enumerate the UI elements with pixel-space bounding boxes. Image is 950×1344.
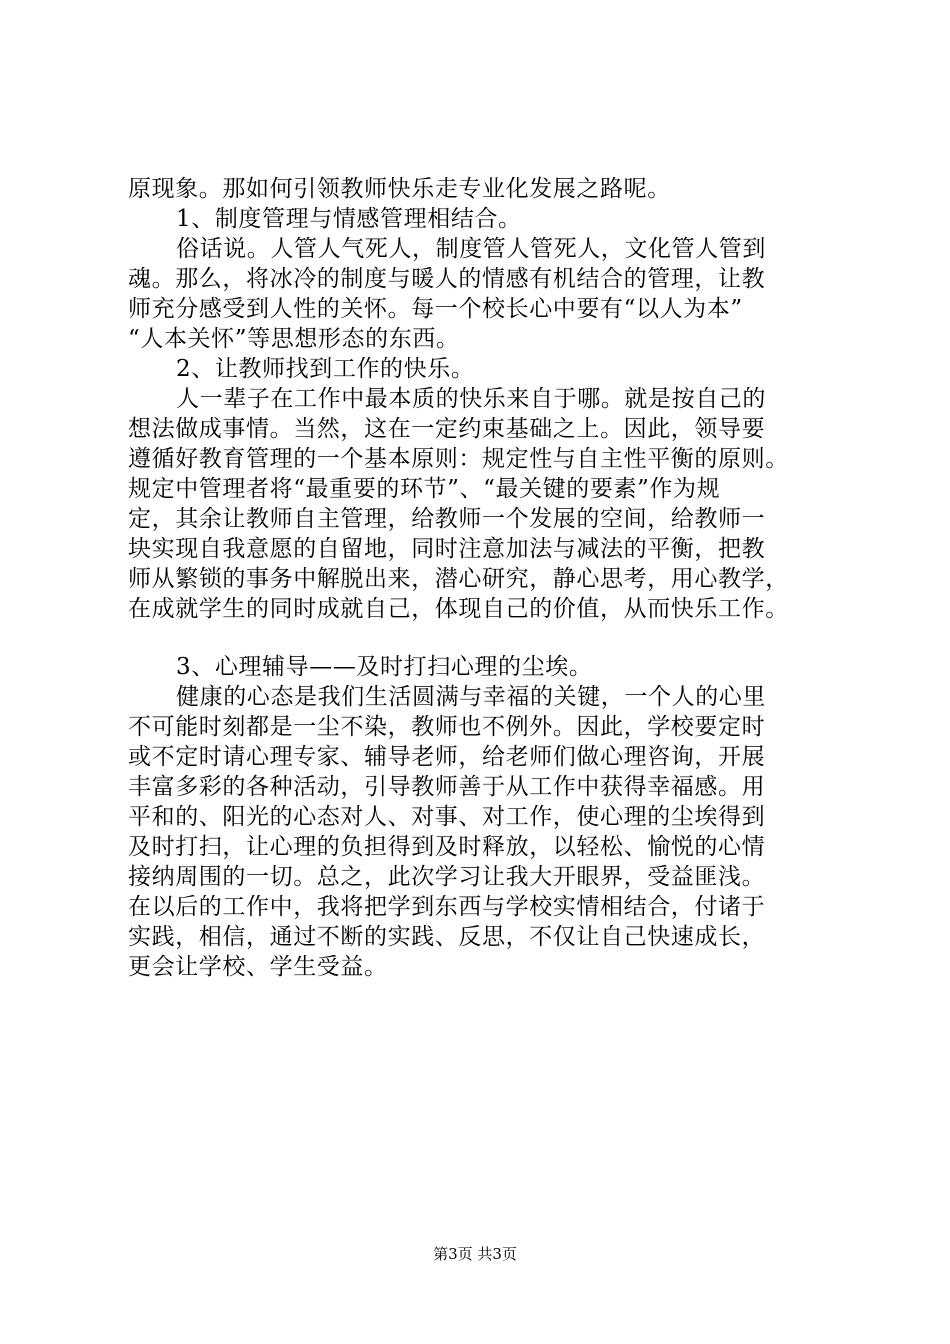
paragraph-gap	[128, 624, 848, 652]
paragraph-line: 魂。那么，将冰冷的制度与暖人的情感有机结合的管理，让教	[128, 266, 766, 292]
paragraph-line: 健康的心态是我们生活圆满与幸福的关键，一个人的心里	[176, 684, 766, 710]
paragraph-line: 或不定时请心理专家、辅导老师，给老师们做心理咨询，开展	[128, 744, 766, 770]
paragraph-line: 不可能时刻都是一尘不染，教师也不例外。因此，学校要定时	[128, 714, 766, 740]
section-heading-2: 2、让教师找到工作的快乐。	[176, 356, 475, 382]
paragraph-line: 人一辈子在工作中最本质的快乐来自于哪。就是按自己的	[176, 386, 766, 412]
paragraph-line: 遵循好教育管理的一个基本原则：规定性与自主性平衡的原则。	[128, 446, 789, 472]
paragraph-line: 定，其余让教师自主管理，给教师一个发展的空间，给教师一	[128, 506, 766, 532]
page-footer: 第3页 共3页	[433, 1245, 517, 1263]
paragraph-line: “人本关怀”等思想形态的东西。	[128, 326, 460, 352]
paragraph-line: 实践，相信，通过不断的实践、反思，不仅让自己快速成长，	[128, 924, 766, 950]
paragraph-line: 接纳周围的一切。总之，此次学习让我大开眼界，受益匪浅。	[128, 864, 766, 890]
paragraph-line: 俗话说。人管人气死人，制度管人管死人，文化管人管到	[176, 236, 766, 262]
paragraph-line: 师从繁锁的事务中解脱出来，潜心研究，静心思考，用心教学，	[128, 566, 789, 592]
document-body	[128, 174, 848, 982]
text-line: 原现象。那如何引领教师快乐走专业化发展之路呢。	[128, 176, 671, 202]
paragraph-line: 在成就学生的同时成就自己，体现自己的价值，从而快乐工作。	[128, 596, 789, 622]
section-heading-3: 3、心理辅导——及时打扫心理的尘埃。	[176, 654, 593, 680]
paragraph-line: 平和的、阳光的心态对人、对事、对工作，使心理的尘埃得到	[128, 804, 766, 830]
paragraph-line: 更会让学校、学生受益。	[128, 954, 388, 980]
paragraph-line: 在以后的工作中，我将把学到东西与学校实情相结合，付诸于	[128, 894, 766, 920]
section-heading-1: 1、制度管理与情感管理相结合。	[176, 206, 522, 232]
paragraph-line: 规定中管理者将“最重要的环节”、“最关键的要素”作为规	[128, 476, 721, 502]
paragraph-line: 及时打扫，让心理的负担得到及时释放，以轻松、愉悦的心情	[128, 834, 766, 860]
paragraph-line: 块实现自我意愿的自留地，同时注意加法与减法的平衡，把教	[128, 536, 766, 562]
paragraph-line: 丰富多彩的各种活动，引导教师善于从工作中获得幸福感。用	[128, 774, 766, 800]
paragraph-line: 想法做成事情。当然，这在一定约束基础之上。因此，领导要	[128, 416, 766, 442]
paragraph-line: 师充分感受到人性的关怀。每一个校长心中要有“以人为本”	[128, 296, 743, 322]
